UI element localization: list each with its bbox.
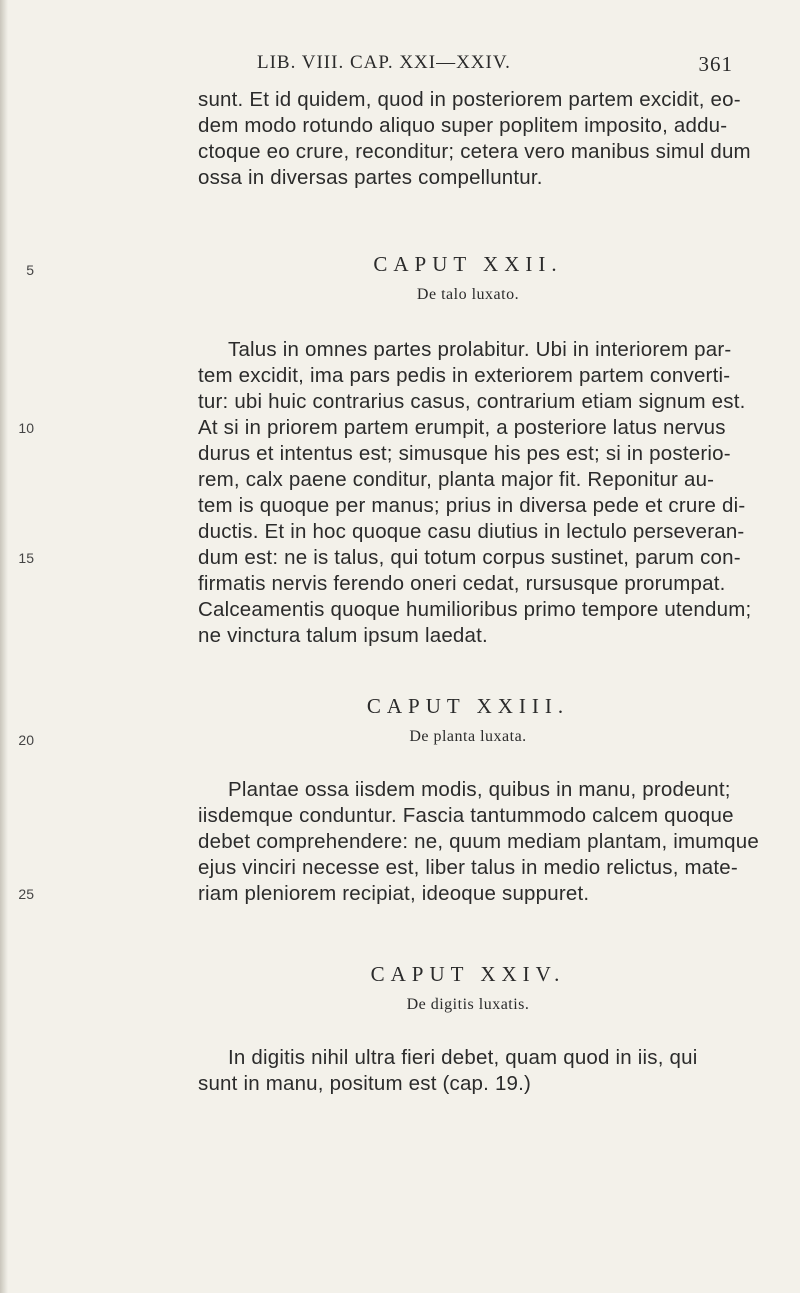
text-line: Talus in omnes partes prolabitur. Ubi in interiorem par-: [228, 338, 732, 361]
text-line: Plantae ossa iisdem modis, quibus in manu, prodeunt;: [228, 778, 731, 801]
text-line: sunt in manu, positum est (cap. 19.): [198, 1072, 532, 1095]
text-line: iisdemque conduntur. Fascia tantummodo calcem quoque: [198, 804, 734, 827]
chapter-heading: CAPUT XXII.: [373, 252, 563, 276]
text-line: tem excidit, ima pars pedis in exteriorem partem converti-: [198, 364, 731, 387]
text-line: tur: ubi huic contrarius casus, contrarium etiam signum est.: [198, 390, 746, 413]
line-number: 5: [26, 262, 34, 278]
chapter-subtitle: De digitis luxatis.: [406, 996, 530, 1013]
line-number: 25: [18, 886, 34, 902]
text-line: At si in priorem partem erumpit, a posteriore latus nervus: [198, 416, 726, 439]
line-number: 20: [18, 732, 34, 748]
text-line: durus et intentus est; simusque his pes est; si in posterio-: [198, 442, 731, 465]
text-line: sunt. Et id quidem, quod in posteriorem partem excidit, eo-: [198, 88, 741, 111]
text-line: riam pleniorem recipiat, ideoque suppuret.: [198, 882, 590, 905]
line-number: 10: [18, 420, 34, 436]
text-line: rem, calx paene conditur, planta major fit. Reponitur au-: [198, 468, 715, 491]
chapter-subtitle: De talo luxato.: [416, 286, 520, 303]
text-line: debet comprehendere: ne, quum mediam plantam, imumque: [198, 830, 759, 853]
text-line: firmatis nervis ferendo oneri cedat, rursusque prorumpat.: [198, 572, 726, 595]
text-line: ossa in diversas partes compelluntur.: [198, 166, 543, 189]
text-line: tem is quoque per manus; prius in diversa pede et crure di-: [198, 494, 746, 517]
page-edge-shadow: [0, 0, 8, 1293]
text-line: dum est: ne is talus, qui totum corpus sustinet, parum con-: [198, 546, 741, 569]
chapter-heading: CAPUT XXIV.: [370, 962, 566, 986]
text-line: ductis. Et in hoc quoque casu diutius in lectulo perseveran-: [198, 520, 745, 543]
line-number: 15: [18, 550, 34, 566]
text-line: dem modo rotundo aliquo super poplitem imposito, addu-: [198, 114, 728, 137]
text-line: ejus vinciri necesse est, liber talus in medio relictus, mate-: [198, 856, 738, 879]
chapter-heading: CAPUT XXIII.: [366, 694, 570, 718]
page-number: 361: [698, 52, 733, 76]
text-line: ne vinctura talum ipsum laedat.: [198, 624, 488, 647]
text-line: In digitis nihil ultra fieri debet, quam quod in iis, qui: [228, 1046, 698, 1069]
text-line: ctoque eo crure, reconditur; cetera vero manibus simul dum: [198, 140, 751, 163]
text-line: Calceamentis quoque humilioribus primo tempore utendum;: [198, 598, 752, 621]
running-head-title: LIB. VIII. CAP. XXI—XXIV.: [257, 52, 511, 73]
chapter-subtitle: De planta luxata.: [409, 728, 527, 745]
